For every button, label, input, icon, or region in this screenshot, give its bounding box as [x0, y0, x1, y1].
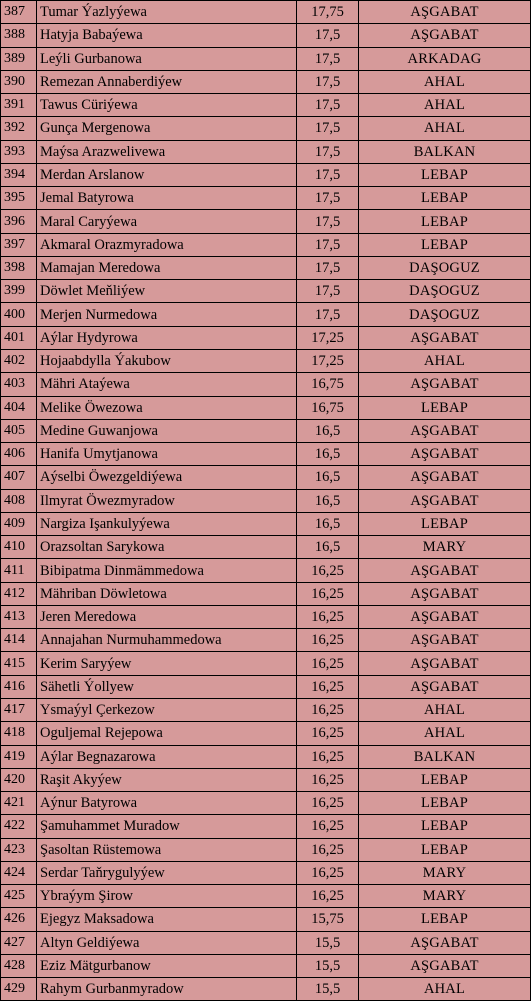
score-value: 16,25: [297, 768, 359, 791]
row-number: 427: [1, 931, 37, 954]
region-name: LEBAP: [359, 792, 531, 815]
table-row: [1, 489, 531, 512]
row-number: 401: [1, 326, 37, 349]
person-name: Jemal Batyrowa: [37, 187, 297, 210]
region-name: LEBAP: [359, 768, 531, 791]
score-value: 16,25: [297, 815, 359, 838]
row-number: 399: [1, 280, 37, 303]
row-number: 410: [1, 536, 37, 559]
table-row: [1, 303, 531, 326]
score-value: 17,5: [297, 233, 359, 256]
person-name: Aýlar Begnazarowa: [37, 745, 297, 768]
score-value: 17,5: [297, 140, 359, 163]
table-row: [1, 256, 531, 279]
region-name: ARKADAG: [359, 47, 531, 70]
region-name: AHAL: [359, 978, 531, 1001]
region-name: AHAL: [359, 117, 531, 140]
table-row: [1, 722, 531, 745]
table-row: [1, 117, 531, 140]
score-value: 15,5: [297, 954, 359, 977]
row-number: 389: [1, 47, 37, 70]
table-row: [1, 466, 531, 489]
table-row: [1, 745, 531, 768]
table-row: [1, 838, 531, 861]
table-row: [1, 326, 531, 349]
score-value: 17,5: [297, 24, 359, 47]
row-number: 418: [1, 722, 37, 745]
table-row: [1, 629, 531, 652]
row-number: 405: [1, 419, 37, 442]
score-value: 17,5: [297, 210, 359, 233]
person-name: Şasoltan Rüstemowa: [37, 838, 297, 861]
score-value: 16,5: [297, 466, 359, 489]
region-name: AŞGABAT: [359, 931, 531, 954]
score-value: 16,75: [297, 373, 359, 396]
person-name: Oguljemal Rejepowa: [37, 722, 297, 745]
person-name: Maral Caryýewa: [37, 210, 297, 233]
score-value: 16,25: [297, 582, 359, 605]
region-name: MARY: [359, 861, 531, 884]
person-name: Kerim Saryýew: [37, 652, 297, 675]
region-name: AŞGABAT: [359, 419, 531, 442]
region-name: LEBAP: [359, 187, 531, 210]
row-number: 396: [1, 210, 37, 233]
person-name: Ilmyrat Öwezmyradow: [37, 489, 297, 512]
table-row: [1, 512, 531, 535]
score-value: 16,5: [297, 489, 359, 512]
score-value: 16,25: [297, 629, 359, 652]
row-number: 411: [1, 559, 37, 582]
person-name: Tawus Cüriýewa: [37, 94, 297, 117]
region-name: AŞGABAT: [359, 629, 531, 652]
person-name: Aýnur Batyrowa: [37, 792, 297, 815]
table-row: [1, 373, 531, 396]
row-number: 393: [1, 140, 37, 163]
table-row: [1, 210, 531, 233]
region-name: AHAL: [359, 349, 531, 372]
region-name: AŞGABAT: [359, 675, 531, 698]
table-row: [1, 94, 531, 117]
person-name: Rahym Gurbanmyradow: [37, 978, 297, 1001]
score-value: 17,5: [297, 70, 359, 93]
region-name: LEBAP: [359, 908, 531, 931]
person-name: Gunça Mergenowa: [37, 117, 297, 140]
table-row: [1, 675, 531, 698]
score-value: 16,5: [297, 443, 359, 466]
table-row: [1, 698, 531, 721]
table-row: [1, 861, 531, 884]
region-name: AŞGABAT: [359, 559, 531, 582]
person-name: Ejegyz Maksadowa: [37, 908, 297, 931]
region-name: AŞGABAT: [359, 373, 531, 396]
row-number: 402: [1, 349, 37, 372]
row-number: 421: [1, 792, 37, 815]
row-number: 395: [1, 187, 37, 210]
row-number: 406: [1, 443, 37, 466]
table-row: [1, 443, 531, 466]
score-value: 16,25: [297, 861, 359, 884]
region-name: BALKAN: [359, 745, 531, 768]
region-name: AŞGABAT: [359, 24, 531, 47]
row-number: 392: [1, 117, 37, 140]
region-name: AHAL: [359, 698, 531, 721]
score-value: 15,5: [297, 978, 359, 1001]
row-number: 417: [1, 698, 37, 721]
score-value: 16,5: [297, 512, 359, 535]
row-number: 409: [1, 512, 37, 535]
table-row: [1, 536, 531, 559]
person-name: Ybraýym Şirow: [37, 885, 297, 908]
score-value: 17,5: [297, 117, 359, 140]
row-number: 398: [1, 256, 37, 279]
score-value: 17,5: [297, 94, 359, 117]
row-number: 426: [1, 908, 37, 931]
table-row: [1, 792, 531, 815]
region-name: LEBAP: [359, 163, 531, 186]
score-value: 16,25: [297, 652, 359, 675]
person-name: Medine Guwanjowa: [37, 419, 297, 442]
region-name: AHAL: [359, 70, 531, 93]
person-name: Serdar Taňrygulyýew: [37, 861, 297, 884]
table-row: [1, 396, 531, 419]
table-row: [1, 233, 531, 256]
score-value: 16,25: [297, 885, 359, 908]
region-name: LEBAP: [359, 512, 531, 535]
score-value: 16,25: [297, 838, 359, 861]
table-row: [1, 605, 531, 628]
row-number: 424: [1, 861, 37, 884]
person-name: Mähriban Döwletowa: [37, 582, 297, 605]
score-value: 17,5: [297, 47, 359, 70]
person-name: Aýselbi Öwezgeldiýewa: [37, 466, 297, 489]
table-row: [1, 419, 531, 442]
region-name: LEBAP: [359, 838, 531, 861]
score-value: 15,75: [297, 908, 359, 931]
region-name: AŞGABAT: [359, 582, 531, 605]
person-name: Nargiza Işankulyýewa: [37, 512, 297, 535]
person-name: Ysmaýyl Çerkezow: [37, 698, 297, 721]
table-row: [1, 978, 531, 1001]
table-row: [1, 349, 531, 372]
person-name: Orazsoltan Sarykowa: [37, 536, 297, 559]
score-value: 16,25: [297, 605, 359, 628]
score-value: 16,75: [297, 396, 359, 419]
score-value: 16,25: [297, 675, 359, 698]
person-name: Leýli Gurbanowa: [37, 47, 297, 70]
table-row: [1, 47, 531, 70]
person-name: Hojaabdylla Ýakubow: [37, 349, 297, 372]
region-name: LEBAP: [359, 815, 531, 838]
person-name: Jeren Meredowa: [37, 605, 297, 628]
person-name: Merdan Arslanow: [37, 163, 297, 186]
row-number: 413: [1, 605, 37, 628]
score-value: 17,25: [297, 326, 359, 349]
region-name: LEBAP: [359, 210, 531, 233]
table-row: [1, 280, 531, 303]
region-name: DAŞOGUZ: [359, 303, 531, 326]
row-number: 429: [1, 978, 37, 1001]
row-number: 416: [1, 675, 37, 698]
row-number: 422: [1, 815, 37, 838]
row-number: 388: [1, 24, 37, 47]
region-name: AŞGABAT: [359, 954, 531, 977]
person-name: Mamajan Meredowa: [37, 256, 297, 279]
person-name: Maýsa Arazwelivewa: [37, 140, 297, 163]
row-number: 394: [1, 163, 37, 186]
table-row: [1, 954, 531, 977]
score-value: 16,25: [297, 792, 359, 815]
region-name: LEBAP: [359, 233, 531, 256]
table-row: [1, 582, 531, 605]
row-number: 420: [1, 768, 37, 791]
score-value: 17,5: [297, 163, 359, 186]
score-value: 17,5: [297, 187, 359, 210]
score-value: 17,5: [297, 303, 359, 326]
person-name: Sähetli Ýollyew: [37, 675, 297, 698]
score-value: 16,25: [297, 698, 359, 721]
person-name: Hatyja Babaýewa: [37, 24, 297, 47]
score-value: 15,5: [297, 931, 359, 954]
row-number: 390: [1, 70, 37, 93]
person-name: Merjen Nurmedowa: [37, 303, 297, 326]
table-row: [1, 931, 531, 954]
row-number: 391: [1, 94, 37, 117]
person-name: Döwlet Meňliýew: [37, 280, 297, 303]
table-row: [1, 652, 531, 675]
score-value: 17,5: [297, 256, 359, 279]
person-name: Raşit Akyýew: [37, 768, 297, 791]
row-number: 428: [1, 954, 37, 977]
region-name: DAŞOGUZ: [359, 256, 531, 279]
person-name: Melike Öwezowa: [37, 396, 297, 419]
table-row: [1, 187, 531, 210]
row-number: 415: [1, 652, 37, 675]
region-name: AŞGABAT: [359, 326, 531, 349]
region-name: DAŞOGUZ: [359, 280, 531, 303]
row-number: 407: [1, 466, 37, 489]
score-value: 17,25: [297, 349, 359, 372]
row-number: 419: [1, 745, 37, 768]
score-value: 17,75: [297, 1, 359, 24]
region-name: AŞGABAT: [359, 466, 531, 489]
score-value: 16,25: [297, 559, 359, 582]
region-name: AŞGABAT: [359, 443, 531, 466]
score-value: 16,5: [297, 419, 359, 442]
table-row: [1, 70, 531, 93]
person-name: Eziz Mätgurbanow: [37, 954, 297, 977]
region-name: AŞGABAT: [359, 605, 531, 628]
score-value: 17,5: [297, 280, 359, 303]
person-name: Altyn Geldiýewa: [37, 931, 297, 954]
table-row: [1, 559, 531, 582]
region-name: BALKAN: [359, 140, 531, 163]
table-row: [1, 24, 531, 47]
table-row: [1, 768, 531, 791]
score-value: 16,5: [297, 536, 359, 559]
row-number: 414: [1, 629, 37, 652]
region-name: AŞGABAT: [359, 1, 531, 24]
row-number: 387: [1, 1, 37, 24]
row-number: 404: [1, 396, 37, 419]
region-name: MARY: [359, 885, 531, 908]
person-name: Bibipatma Dinmämmedowa: [37, 559, 297, 582]
region-name: AHAL: [359, 722, 531, 745]
person-name: Şamuhammet Muradow: [37, 815, 297, 838]
table-row: [1, 908, 531, 931]
person-name: Annajahan Nurmuhammedowa: [37, 629, 297, 652]
person-name: Tumar Ýazlyýewa: [37, 1, 297, 24]
person-name: Hanifa Umytjanowa: [37, 443, 297, 466]
table-row: [1, 163, 531, 186]
row-number: 403: [1, 373, 37, 396]
row-number: 408: [1, 489, 37, 512]
region-name: LEBAP: [359, 396, 531, 419]
score-value: 16,25: [297, 722, 359, 745]
region-name: AŞGABAT: [359, 489, 531, 512]
person-name: Mähri Ataýewa: [37, 373, 297, 396]
region-name: AŞGABAT: [359, 652, 531, 675]
region-name: AHAL: [359, 94, 531, 117]
score-value: 16,25: [297, 745, 359, 768]
row-number: 412: [1, 582, 37, 605]
person-name: Akmaral Orazmyradowa: [37, 233, 297, 256]
row-number: 397: [1, 233, 37, 256]
person-name: Remezan Annaberdiýew: [37, 70, 297, 93]
table-row: [1, 1, 531, 24]
person-name: Aýlar Hydyrowa: [37, 326, 297, 349]
results-table-body: [1, 1, 531, 1001]
table-row: [1, 140, 531, 163]
row-number: 425: [1, 885, 37, 908]
row-number: 423: [1, 838, 37, 861]
table-row: [1, 815, 531, 838]
region-name: MARY: [359, 536, 531, 559]
row-number: 400: [1, 303, 37, 326]
table-row: [1, 885, 531, 908]
